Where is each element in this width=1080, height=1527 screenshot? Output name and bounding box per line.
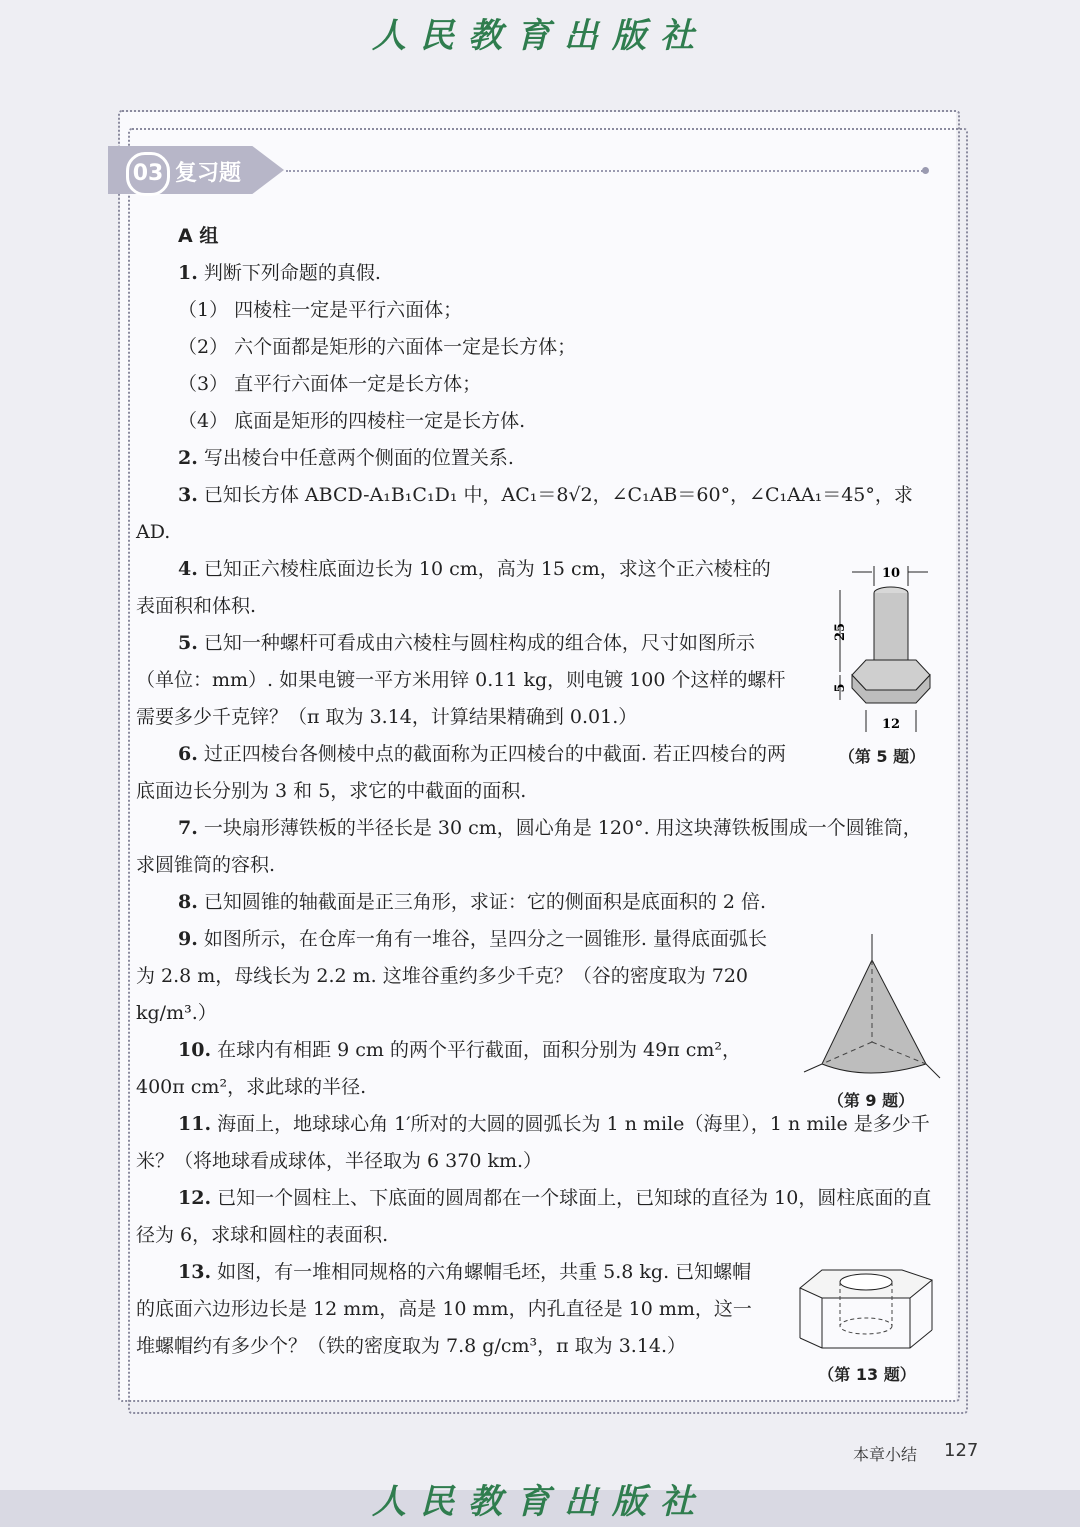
- problem-text: 已知正六棱柱底面边长为 10 cm，高为 15 cm，求这个正六棱柱的表面积和体积.: [136, 558, 771, 617]
- problem-number: 10.: [178, 1039, 212, 1061]
- group-title: A 组: [178, 225, 219, 247]
- problem-text: 一块扇形薄铁板的半径长是 30 cm，圆心角是 120°. 用这块薄铁板围成一个圆锥筒，求圆锥筒的容积.: [136, 817, 922, 876]
- problem-number: 9.: [178, 928, 198, 950]
- problem-text: 在球内有相距 9 cm 的两个平行截面，面积分别为 49π cm²，400π cm²，求此球的半径.: [136, 1039, 741, 1098]
- problem-number: 5.: [178, 632, 198, 654]
- problem-1: [136, 255, 940, 292]
- problem-13: [136, 1254, 756, 1365]
- problem-4: [136, 551, 786, 625]
- problem-text: 已知一个圆柱上、下底面的圆周都在一个球面上，已知球的直径为 10，圆柱底面的直径为 6，求球和圆柱的表面积.: [136, 1187, 932, 1246]
- problem-number: 6.: [178, 743, 198, 765]
- bolt-diagram: [822, 560, 942, 740]
- problem-7: [136, 810, 940, 884]
- problem-number: 11.: [178, 1113, 212, 1135]
- problem-1-item: （1） 四棱柱一定是平行六面体；: [178, 299, 463, 321]
- problem-12: [136, 1180, 940, 1254]
- problem-1-item: （2） 六个面都是矩形的六面体一定是长方体；: [178, 336, 577, 358]
- problem-number: 4.: [178, 558, 198, 580]
- problem-number: 1.: [178, 262, 198, 284]
- figure-caption: （第 5 题）: [838, 747, 926, 766]
- problem-10: [136, 1032, 776, 1106]
- problem-3: [136, 477, 940, 551]
- header-dotted-line: [286, 170, 926, 172]
- problem-text: 过正四棱台各侧棱中点的截面称为正四棱台的中截面. 若正四棱台的两底面边长分别为 3 和 5，求它的中截面的面积.: [136, 743, 786, 802]
- problem-5: [136, 625, 786, 736]
- figure-9: [798, 932, 944, 1111]
- problem-number: 3.: [178, 484, 198, 506]
- problem-number: 2.: [178, 447, 198, 469]
- section-number: 03: [126, 152, 170, 196]
- problem-6: [136, 736, 786, 810]
- problem-1-item: （4） 底面是矩形的四棱柱一定是长方体.: [178, 410, 526, 432]
- problem-text: 写出棱台中任意两个侧面的位置关系.: [203, 447, 514, 469]
- problem-11: [136, 1106, 940, 1180]
- footer-page-number: 127: [944, 1440, 979, 1461]
- dim-side-short-label: 5: [833, 683, 848, 693]
- header-line-dot: [922, 167, 929, 174]
- problem-number: 8.: [178, 891, 198, 913]
- figure-5: [822, 560, 942, 767]
- quarter-cone-diagram: [798, 932, 944, 1084]
- problem-text: 海面上，地球球心角 1′所对的大圆的圆弧长为 1 n mile（海里），1 n mile 是多少千米？（将地球看成球体，半径取为 6 370 km.）: [136, 1113, 930, 1172]
- problem-text: 判断下列命题的真假.: [203, 262, 381, 284]
- figure-13: [792, 1258, 942, 1385]
- problem-text: 如图所示，在仓库一角有一堆谷，呈四分之一圆锥形. 量得底面弧长为 2.8 m，母线长为 2.2 m. 这堆谷重约多少千克？（谷的密度取为 720 kg/m³.）: [136, 928, 767, 1024]
- problem-number: 12.: [178, 1187, 212, 1209]
- dim-top-label: 10: [881, 566, 901, 581]
- problem-text: 已知一种螺杆可看成由六棱柱与圆柱构成的组合体，尺寸如图所示（单位：mm）. 如果电镀一平方米用锌 0.11 kg，则电镀 100 个这样的螺杆需要多少千克锌？（π 取为 3.14，计算结果精确到 0.01.）: [136, 632, 786, 728]
- problem-number: 13.: [178, 1261, 212, 1283]
- section-title: 复习题: [175, 161, 242, 186]
- footer-chapter-label: 本章小结: [853, 1445, 918, 1464]
- dim-side-long-label: 25: [833, 622, 848, 642]
- problem-2: [136, 440, 940, 477]
- hex-nut-diagram: [792, 1258, 942, 1358]
- figure-caption: （第 9 题）: [827, 1091, 915, 1110]
- problem-9: [136, 921, 776, 1032]
- problem-1-item: （3） 直平行六面体一定是长方体；: [178, 373, 482, 395]
- dim-bottom-label: 12: [881, 717, 901, 732]
- problem-text: 已知长方体 ABCD-A₁B₁C₁D₁ 中，AC₁＝8√2，∠C₁AB＝60°，∠C₁AA₁＝45°，求 AD.: [136, 484, 913, 543]
- exercise-content: [136, 218, 940, 1365]
- publisher-logo-top: 人民教育出版社: [372, 16, 708, 56]
- publisher-logo-bottom: 人民教育出版社: [372, 1482, 708, 1522]
- problem-8: [136, 884, 940, 921]
- problem-text: 已知圆锥的轴截面是正三角形，求证：它的侧面积是底面积的 2 倍.: [203, 891, 767, 913]
- figure-caption: （第 13 题）: [818, 1365, 916, 1384]
- problem-text: 如图，有一堆相同规格的六角螺帽毛坯，共重 5.8 kg. 已知螺帽的底面六边形边长是 12 mm，高是 10 mm，内孔直径是 10 mm，这一堆螺帽约有多少个？（铁的密度取为 7.8 g/cm³，π 取为 3.14.）: [136, 1261, 752, 1357]
- problem-number: 7.: [178, 817, 198, 839]
